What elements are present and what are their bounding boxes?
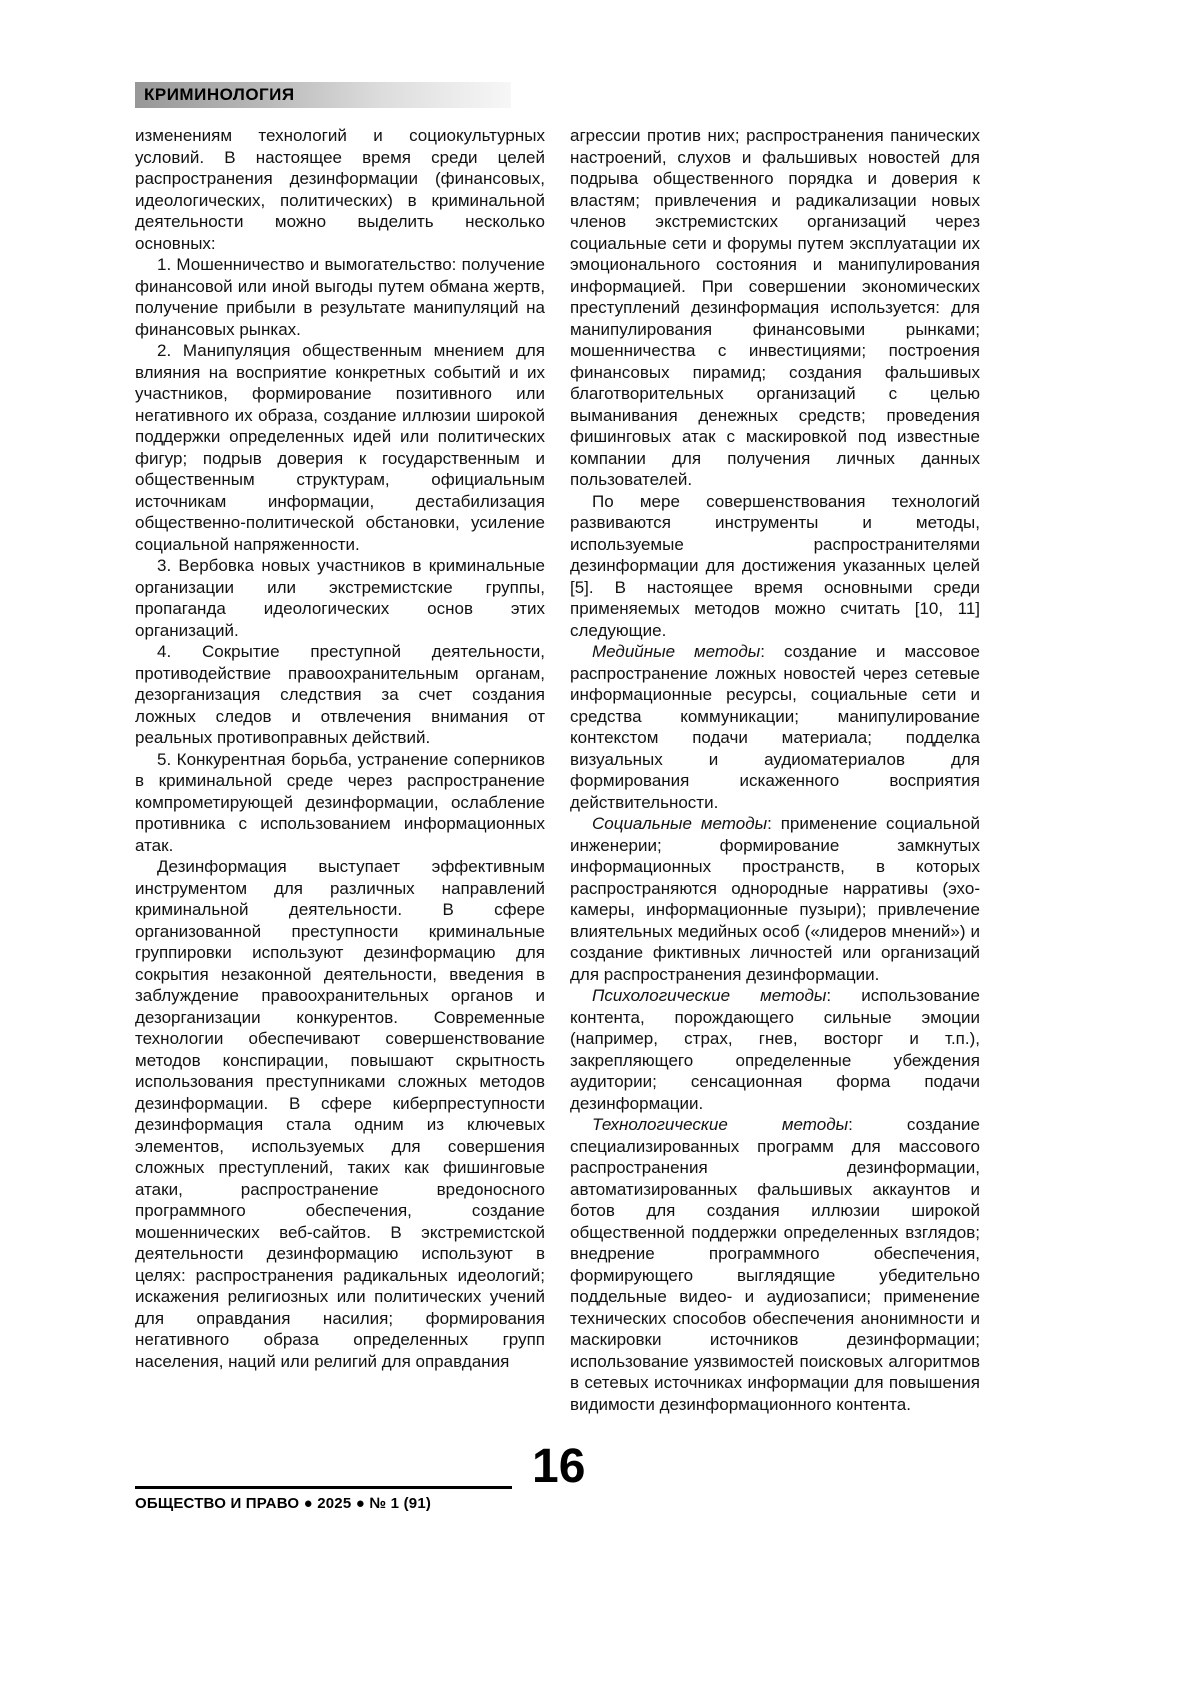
section-title: КРИМИНОЛОГИЯ (144, 85, 295, 104)
paragraph-text: агрессии против них; распространения панических настроений, слухов и фальшивых новостей для подрыва общественного порядка и доверия к властям; привлечения и радикализации новых членов экстремистских организаций через социальные сети и форумы путем эксплуатации их эмоционального состояния и манипулирования информацией. При совершении экономических преступлений дезинформация используется: для манипулирования финансовыми рынками; мошенничества с инвестициями; построения финансовых пирамид; создания фальшивых благотворительных организаций с целью выманивания денежных средств; проведения фишинговых атак с маскировкой под известные компании для получения личных данных пользователей. (570, 126, 980, 489)
column-right (570, 125, 980, 1415)
page-footer (135, 1440, 981, 1513)
paragraph (570, 125, 980, 491)
paragraph: 2. Манипуляция общественным мнением для влияния на восприятие конкретных событий и их участников, формирование позитивного или негативного их образа, создание иллюзии широкой поддержки определенных идей или политических фигур; подрыв доверия к государственным и общественным структурам, официальным источникам информации, дестабилизация общественно-политической обстановки, усиление социальной напряженности. (135, 341, 545, 554)
paragraph: 5. Конкурентная борьба, устранение соперников в криминальной среде через распространение компрометирующей дезинформации, ослабление противника с использованием информационных атак. (135, 749, 545, 855)
journal-footer-line: ОБЩЕСТВО И ПРАВО ● 2025 ● № 1 (91) (135, 1495, 432, 1513)
page-number: 16 (532, 1440, 586, 1493)
paragraph: Дезинформация выступает эффективным инструментом для различных направлений криминальной деятельности. В сфере организованной преступности криминальные группировки используют дезинформацию для сокрытия незаконной деятельности, введения в заблуждение правоохранительных органов и дезорганизации конкурентов. Современные технологии обеспечивают совершенствование методов конспирации, повышают скрытность использования преступниками сложных методов дезинформации. В сфере киберпреступности дезинформация стала одним из ключевых элементов, используемых для совершения сложных преступлений, таких как фишинговые атаки, распространение вредоносного программного обеспечения, создание мошеннических веб-сайтов. В экстремистской деятельности дезинформацию используют в целях: распространения радикальных идеологий; искажения религиозных или политических учений для оправдания насилия; формирования негативного образа определенных групп населения, наций или религий для оправдания (135, 857, 545, 1371)
page-content (135, 82, 981, 1415)
paragraph (570, 985, 980, 1114)
paragraph-text: : создание и массовое распространение ложных новостей через сетевые информационные ресурсы, социальные сети и средства коммуникации; манипулирование контекстом подачи материала; подделка визуальных и аудиоматериалов для формирования искаженного восприятия действительности. (570, 642, 980, 812)
paragraph-text: : применение социальной инженерии; формирование замкнутых информационных пространств, в которых распространяются однородные нарративы (эхо-камеры, информационные пузыри); привлечение влиятельных медийных особ («лидеров мнений») и создание фиктивных личностей или организаций для распространения дезинформации. (570, 814, 980, 984)
paragraph-lead: Социальные методы (592, 814, 768, 833)
footer-row (135, 1440, 981, 1493)
paragraph-text: : создание специализированных программ для массового распространения дезинформации, автоматизированных фальшивых аккаунтов и ботов для создания иллюзии широкой общественной поддержки определенных взглядов; внедрение программного обеспечения, формирующего выглядящие убедительно поддельные видео- и аудиозаписи; применение технических способов обеспечения анонимности и маскировки источников дезинформации; использование уязвимостей поисковых алгоритмов в сетевых источниках информации для повышения видимости дезинформационного контента. (570, 1115, 980, 1414)
paragraph-lead: Психологические методы (592, 986, 827, 1005)
paragraph-lead: Технологические методы (592, 1115, 849, 1134)
section-header-bar (135, 82, 511, 108)
paragraph (570, 1114, 980, 1415)
footer-rule (135, 1486, 512, 1489)
paragraph: 1. Мошенничество и вымогательство: получение финансовой или иной выгоды путем обмана жертв, получение прибыли в результате манипуляций на финансовых рынках. (135, 255, 545, 339)
paragraph (570, 813, 980, 985)
column-left (135, 125, 545, 1415)
paragraph-text: : использование контента, порождающего сильные эмоции (например, страх, гнев, восторг и т.п.), закрепляющего определенные убеждения аудитории; сенсационная форма подачи дезинформации. (570, 986, 980, 1113)
paragraph: 4. Сокрытие преступной деятельности, противодействие правоохранительным органам, дезорганизация следствия за счет создания ложных следов и отвлечения внимания от реальных противоправных действий. (135, 642, 545, 747)
text-columns (135, 125, 981, 1415)
paragraph: 3. Вербовка новых участников в криминальные организации или экстремистские группы, пропаганда идеологических основ этих организаций. (135, 556, 545, 640)
paragraph (570, 641, 980, 813)
paragraph-lead: Медийные методы (592, 642, 761, 661)
paragraph (570, 491, 980, 642)
paragraph: изменениям технологий и социокультурных условий. В настоящее время среди целей распространения дезинформации (финансовых, идеологических, политических) в криминальной деятельности можно выделить несколько основных: (135, 126, 545, 253)
paragraph-text: По мере совершенствования технологий развиваются инструменты и методы, используемые распространителями дезинформации для достижения указанных целей [5]. В настоящее время основными среди применяемых методов можно считать [10, 11] следующие. (570, 491, 980, 640)
